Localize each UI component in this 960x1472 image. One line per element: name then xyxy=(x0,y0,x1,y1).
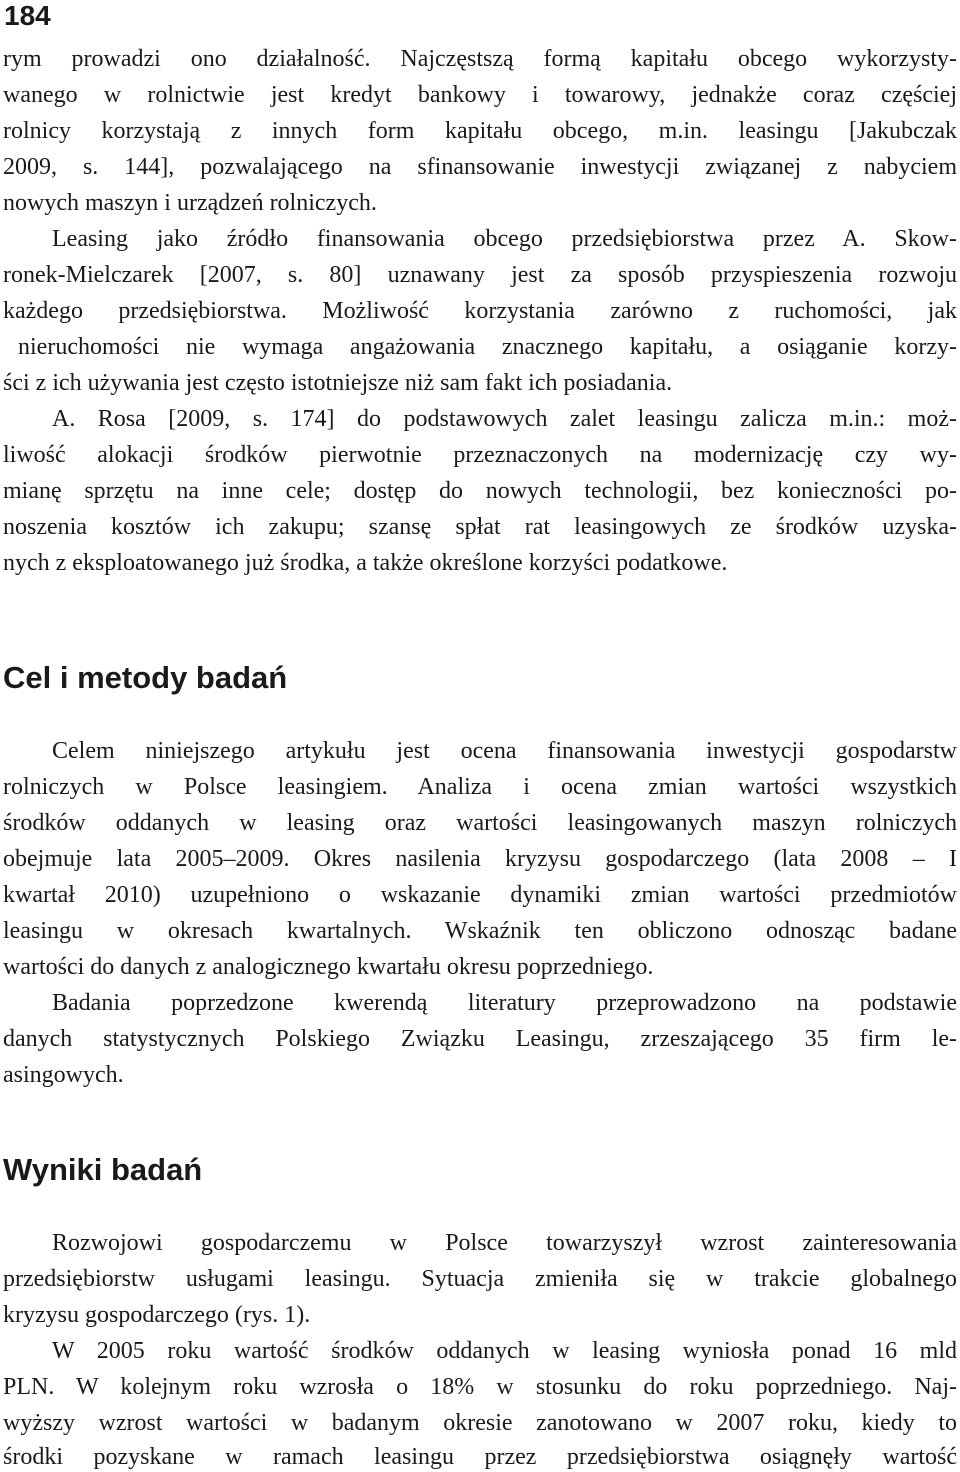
text-line: ści z ich używania jest często istotniejsze niż sam fakt ich posiadania. xyxy=(3,370,673,396)
text-line: obejmuje lata 2005–2009. Okres nasilenia kryzysu gospodarczego (lata 2008 – I xyxy=(3,846,957,872)
page-number: 184 xyxy=(4,0,51,31)
text-line: środków oddanych w leasing oraz wartości leasingowanych maszyn rolniczych xyxy=(3,810,957,836)
text-line: wyższy wzrost wartości w badanym okresie zanotowano w 2007 roku, kiedy to xyxy=(3,1410,957,1436)
text-line: PLN. W kolejnym roku wzrosła o 18% w stosunku do roku poprzedniego. Naj- xyxy=(3,1374,957,1400)
text-line: nych z eksploatowanego już środka, a także określone korzyści podatkowe. xyxy=(3,550,728,576)
text-line: liwość alokacji środków pierwotnie przeznaczonych na modernizację czy wy- xyxy=(3,442,957,468)
text-line: Rozwojowi gospodarczemu w Polsce towarzyszył wzrost zainteresowania xyxy=(52,1230,957,1256)
text-line: kryzysu gospodarczego (rys. 1). xyxy=(3,1302,311,1328)
text-line: danych statystycznych Polskiego Związku Leasingu, zrzeszającego 35 firm le- xyxy=(3,1026,957,1052)
text-line: wartości do danych z analogicznego kwartału okresu poprzedniego. xyxy=(3,954,654,980)
text-line: Badania poprzedzone kwerendą literatury przeprowadzono na podstawie xyxy=(52,990,957,1016)
text-line: A. Rosa [2009, s. 174] do podstawowych zalet leasingu zalicza m.in.: moż- xyxy=(52,406,957,432)
text-line: Leasing jako źródło finansowania obcego przedsiębiorstwa przez A. Skow- xyxy=(52,226,957,252)
text-line: noszenia kosztów ich zakupu; szansę spłat rat leasingowych ze środków uzyska- xyxy=(3,514,957,540)
text-line: leasingu w okresach kwartalnych. Wskaźnik ten obliczono odnosząc badane xyxy=(3,918,957,944)
text-line: rym prowadzi ono działalność. Najczęstszą formą kapitału obcego wykorzysty- xyxy=(3,46,957,72)
text-line: ronek-Mielczarek [2007, s. 80] uznawany jest za sposób przyspieszenia rozwoju xyxy=(3,262,957,288)
section-heading-results: Wyniki badań xyxy=(3,1152,203,1187)
text-line: rolnicy korzystają z innych form kapitału obcego, m.in. leasingu [Jakubczak xyxy=(3,118,957,144)
text-line: nowych maszyn i urządzeń rolniczych. xyxy=(3,190,377,216)
text-line: W 2005 roku wartość środków oddanych w leasing wyniosła ponad 16 mld xyxy=(52,1338,957,1364)
text-line: nieruchomości nie wymaga angażowania znacznego kapitału, a osiąganie korzy- xyxy=(18,334,957,360)
text-line: mianę sprzętu na inne cele; dostęp do nowych technologii, bez konieczności po- xyxy=(3,478,957,504)
text-line: asingowych. xyxy=(3,1062,124,1088)
text-line: rolniczych w Polsce leasingiem. Analiza i ocena zmian wartości wszystkich xyxy=(3,774,957,800)
text-line: wanego w rolnictwie jest kredyt bankowy i towarowy, jednakże coraz częściej xyxy=(3,82,957,108)
section-heading-methods: Cel i metody badań xyxy=(3,660,288,695)
text-line: każdego przedsiębiorstwa. Możliwość korzystania zarówno z ruchomości, jak xyxy=(3,298,957,324)
text-line: środki pozyskane w ramach leasingu przez przedsiębiorstwa osiągnęły wartość xyxy=(3,1444,957,1470)
text-line: 2009, s. 144], pozwalającego na sfinansowanie inwestycji związanej z nabyciem xyxy=(3,154,957,180)
text-line: przedsiębiorstw usługami leasingu. Sytuacja zmieniła się w trakcie globalnego xyxy=(3,1266,957,1292)
text-line: kwartał 2010) uzupełniono o wskazanie dynamiki zmian wartości przedmiotów xyxy=(3,882,957,908)
text-line: Celem niniejszego artykułu jest ocena finansowania inwestycji gospodarstw xyxy=(52,738,957,764)
